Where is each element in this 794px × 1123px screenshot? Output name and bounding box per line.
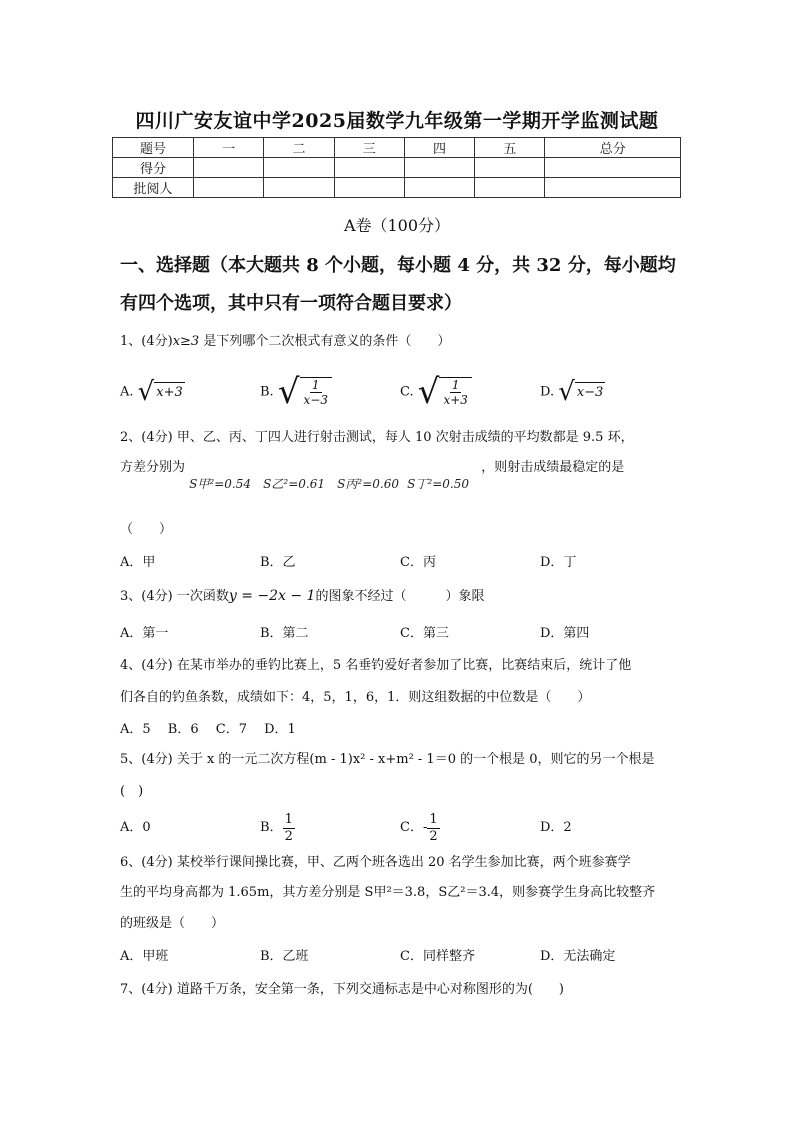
question-1-options <box>120 372 680 412</box>
option-b: B．第二 <box>260 626 309 641</box>
numerator: 1 <box>311 378 320 392</box>
score-cell <box>194 158 264 178</box>
option-label: B. <box>260 384 274 400</box>
section-subtitle: A卷（100分） <box>343 216 451 235</box>
score-cell <box>404 158 474 178</box>
option-b: B．乙班 <box>260 949 309 964</box>
sqrt-fraction: √ $\frac{1}{x-3}$ <box>278 377 332 407</box>
header-cell: 题号 <box>113 138 194 158</box>
question-3-options <box>120 624 680 644</box>
header-cell: 三 <box>334 138 404 158</box>
numerator: 1 <box>284 811 293 827</box>
question-2-pre: 方差分别为 <box>120 460 186 475</box>
option-a <box>120 379 260 405</box>
option-a: A．甲班 <box>120 949 169 964</box>
question-1-prefix: 1、(4分) <box>120 334 173 349</box>
header-cell: 四 <box>404 138 474 158</box>
denominator: 2 <box>429 828 438 844</box>
reviewer-cell <box>334 178 404 198</box>
question-2-line1: 2、(4分) 甲、乙、丙、丁四人进行射击测试，每人 10 次射击成绩的平均数都是 9.5 环， <box>120 430 634 445</box>
section-heading-line2: 有四个选项，其中只有一项符合题目要求） <box>120 293 462 314</box>
option-b <box>260 372 400 412</box>
question-2-options <box>120 553 680 573</box>
question-4-line2: 们各自的钓鱼条数，成绩如下：4，5，1，6，1．则这组数据的中位数是（ ） <box>120 690 591 705</box>
radicand: x−3 <box>575 382 606 403</box>
question-4-options: A．5 B．6 C．7 D．1 <box>120 722 296 737</box>
question-5-line1: 5、(4分) 关于 x 的一元二次方程(m - 1)x² - x+m² - 1＝0 的一个根是 0，则它的另一个根是 <box>120 752 655 767</box>
numerator: 1 <box>451 378 460 392</box>
exam-title: 四川广安友谊中学2025届数学九年级第一学期开学监测试题 <box>135 110 659 132</box>
option-a: A．第一 <box>120 626 169 641</box>
reviewer-cell <box>194 178 264 198</box>
option-c <box>400 372 540 412</box>
option-b <box>260 812 400 845</box>
option-label: C. <box>400 384 414 400</box>
header-cell: 五 <box>475 138 545 158</box>
header-cell: 总分 <box>545 138 681 158</box>
score-cell <box>545 158 681 178</box>
question-3-suffix: 的图象不经过（ ）象限 <box>315 589 485 604</box>
numerator: 1 <box>429 811 438 827</box>
variance-bing: S丙²=0.60 <box>337 477 399 491</box>
denominator: x+3 <box>443 393 468 407</box>
option-d <box>540 379 680 405</box>
option-label: B． <box>260 820 283 835</box>
question-6-line2: 生的平均身高都为 1.65m，其方差分别是 S甲²＝3.8，S乙²＝3.4，则参赛学生身高比较整齐 <box>120 885 656 900</box>
reviewer-cell <box>545 178 681 198</box>
question-1-condition: x≥3 <box>172 334 200 349</box>
option-c <box>400 812 540 845</box>
question-7-line1: 7、(4分) 道路千万条，安全第一条，下列交通标志是中心对称图形的为( ) <box>120 982 564 997</box>
score-table <box>112 137 681 198</box>
score-row <box>113 158 681 178</box>
variance-ding: S丁²=0.50 <box>407 477 469 491</box>
denominator: x−3 <box>303 393 328 407</box>
option-label: D. <box>540 384 555 400</box>
sqrt-fraction: √ $\frac{1}{x+3}$ <box>418 377 472 407</box>
option-d: D．丁 <box>540 555 577 570</box>
option-label: C．- <box>400 820 428 835</box>
variance-list <box>189 458 477 491</box>
question-6-options <box>120 947 680 967</box>
option-a: A．甲 <box>120 555 156 570</box>
reviewer-cell <box>404 178 474 198</box>
question-2-paren: （ ） <box>120 522 173 537</box>
question-2-post: ，则射击成绩最稳定的是 <box>481 460 625 475</box>
option-label: A. <box>120 384 134 400</box>
row-label: 得分 <box>113 158 194 178</box>
question-4-line1: 4、(4分) 在某市举办的垂钓比赛上，5 名垂钓爱好者参加了比赛，比赛结束后，统计了他 <box>120 658 632 673</box>
question-1 <box>120 332 680 352</box>
header-cell: 二 <box>264 138 334 158</box>
question-3-prefix: 3、(4分) 一次函数 <box>120 589 229 604</box>
variance-yi: S乙²=0.61 <box>263 477 325 491</box>
option-c: C．丙 <box>400 555 436 570</box>
question-3 <box>120 586 680 607</box>
question-5-options <box>120 808 680 848</box>
reviewer-row <box>113 178 681 198</box>
option-b: B．乙 <box>260 555 296 570</box>
option-c: C．第三 <box>400 626 449 641</box>
fraction <box>283 812 295 845</box>
denominator: 2 <box>284 828 293 844</box>
fraction <box>427 812 439 845</box>
question-6-line1: 6、(4分) 某校举行课间操比赛，甲、乙两个班各选出 20 名学生参加比赛，两个班参赛学 <box>120 855 631 870</box>
row-label: 批阅人 <box>113 178 194 198</box>
option-c: C．同样整齐 <box>400 949 475 964</box>
option-d: D．第四 <box>540 626 590 641</box>
score-table-header-row <box>113 138 681 158</box>
reviewer-cell <box>475 178 545 198</box>
radicand: x+3 <box>154 382 185 403</box>
question-2-line2 <box>120 458 680 494</box>
option-d: D．2 <box>540 820 572 835</box>
score-cell <box>264 158 334 178</box>
score-cell <box>334 158 404 178</box>
section-heading-line1: 一、选择题（本大题共 8 个小题，每小题 4 分，共 32 分，每小题均 <box>120 255 676 276</box>
header-cell: 一 <box>194 138 264 158</box>
score-cell <box>475 158 545 178</box>
option-a: A．0 <box>120 820 151 835</box>
question-5-line2: ( ) <box>120 784 144 799</box>
option-d: D．无法确定 <box>540 949 616 964</box>
variance-jia: S甲²=0.54 <box>189 477 251 491</box>
sqrt-expression: √ x+3 <box>137 377 183 407</box>
question-1-text: 是下列哪个二次根式有意义的条件（ ） <box>199 334 451 349</box>
sqrt-expression: √ x−3 <box>558 377 604 407</box>
question-6-line3: 的班级是（ ） <box>120 916 225 931</box>
question-3-expression: y = −2x − 1 <box>228 588 316 604</box>
reviewer-cell <box>264 178 334 198</box>
